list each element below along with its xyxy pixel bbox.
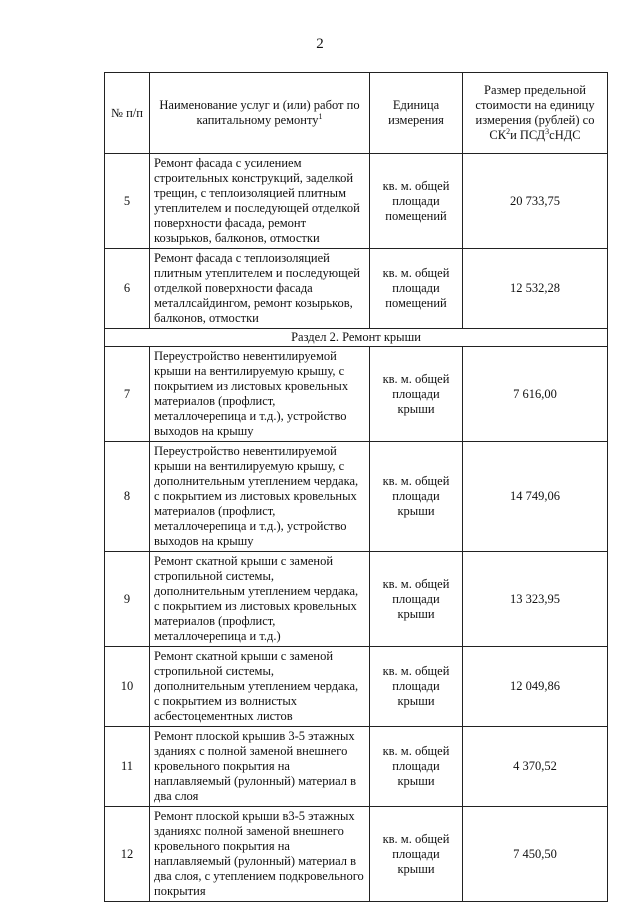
row-service-name: Ремонт фасада с усилением строительных конструкций, заделкой трещин, с теплоизоляцией плитным утеплителем и последующей отделкой поверхности фасада, ремонт козырьков, балконов, отмостки	[150, 154, 370, 249]
table-row	[105, 552, 608, 647]
row-number: 12	[105, 807, 150, 902]
row-unit: кв. м. общей площади крыши	[370, 347, 463, 442]
page-number: 2	[316, 36, 324, 52]
table-row	[105, 249, 608, 329]
table-row	[105, 647, 608, 727]
row-service-name: Переустройство невентилируемой крыши на вентилируемую крышу, с дополнительным утеплением чердака, с покрытием из листовых кровельных материалов (профлист, металлочерепица и т.д.), устройство выходов на крышу	[150, 442, 370, 552]
row-unit: кв. м. общей площади крыши	[370, 552, 463, 647]
row-number: 5	[105, 154, 150, 249]
table-section	[105, 329, 608, 347]
header-number: № п/п	[105, 73, 150, 154]
row-unit: кв. м. общей площади крыши	[370, 807, 463, 902]
row-number: 10	[105, 647, 150, 727]
table-row	[105, 347, 608, 442]
table-body-part2	[105, 347, 608, 902]
row-number: 8	[105, 442, 150, 552]
header-price-text-c: сНДС	[549, 128, 581, 142]
header-price-text-b: и ПСД	[510, 128, 546, 142]
header-price	[463, 73, 608, 154]
row-service-name: Ремонт фасада с теплоизоляцией плитным утеплителем и последующей отделкой поверхности фасада металлсайдингом, ремонт козырьков, балконов, отмостки	[150, 249, 370, 329]
row-price: 12 049,86	[463, 647, 608, 727]
footnote-mark-1: 1	[318, 111, 323, 121]
table-row	[105, 442, 608, 552]
row-price: 7 616,00	[463, 347, 608, 442]
table-row	[105, 727, 608, 807]
row-price: 12 532,28	[463, 249, 608, 329]
row-unit: кв. м. общей площади крыши	[370, 727, 463, 807]
row-service-name: Ремонт плоской крышив 3-5 этажных зданиях с полной заменой внешнего кровельного покрытия на наплавляемый (рулонный) материал в два слоя	[150, 727, 370, 807]
header-unit: Единица измерения	[370, 73, 463, 154]
header-price-text-a: Размер предельной стоимости на единицу измерения (рублей) со СК	[475, 83, 595, 142]
table-row	[105, 807, 608, 902]
row-unit: кв. м. общей площади помещений	[370, 249, 463, 329]
price-table	[104, 72, 608, 902]
row-price: 7 450,50	[463, 807, 608, 902]
table-header-row	[105, 73, 608, 154]
footnote-mark-2: 2	[506, 126, 511, 136]
row-number: 11	[105, 727, 150, 807]
table-body-part1	[105, 154, 608, 329]
row-service-name: Переустройство невентилируемой крыши на вентилируемую крышу, с покрытием из листовых кровельных материалов (профлист, металлочерепица и т.д.), устройство выходов на крышу	[150, 347, 370, 442]
row-service-name: Ремонт скатной крыши с заменой стропильной системы, дополнительным утеплением чердака, с покрытием из листовых кровельных материалов (профлист, металлочерепица и т.д.)	[150, 552, 370, 647]
row-unit: кв. м. общей площади крыши	[370, 442, 463, 552]
header-service-name	[150, 73, 370, 154]
row-price: 13 323,95	[463, 552, 608, 647]
row-number: 9	[105, 552, 150, 647]
row-number: 7	[105, 347, 150, 442]
row-service-name: Ремонт скатной крыши с заменой стропильной системы, дополнительным утеплением чердака, с покрытием из волнистых асбестоцементных листов	[150, 647, 370, 727]
row-service-name: Ремонт плоской крыши в3-5 этажных зданияхс полной заменой внешнего кровельного покрытия на наплавляемый (рулонный) материал в два слоя, с утеплением подкровельного покрытия	[150, 807, 370, 902]
row-price: 4 370,52	[463, 727, 608, 807]
row-unit: кв. м. общей площади помещений	[370, 154, 463, 249]
section-title: Раздел 2. Ремонт крыши	[105, 329, 608, 347]
table-row	[105, 154, 608, 249]
row-price: 14 749,06	[463, 442, 608, 552]
row-price: 20 733,75	[463, 154, 608, 249]
section-row	[105, 329, 608, 347]
footnote-mark-3: 3	[545, 126, 550, 136]
row-number: 6	[105, 249, 150, 329]
header-service-name-text: Наименование услуг и (или) работ по капитальному ремонту	[159, 98, 360, 127]
row-unit: кв. м. общей площади крыши	[370, 647, 463, 727]
